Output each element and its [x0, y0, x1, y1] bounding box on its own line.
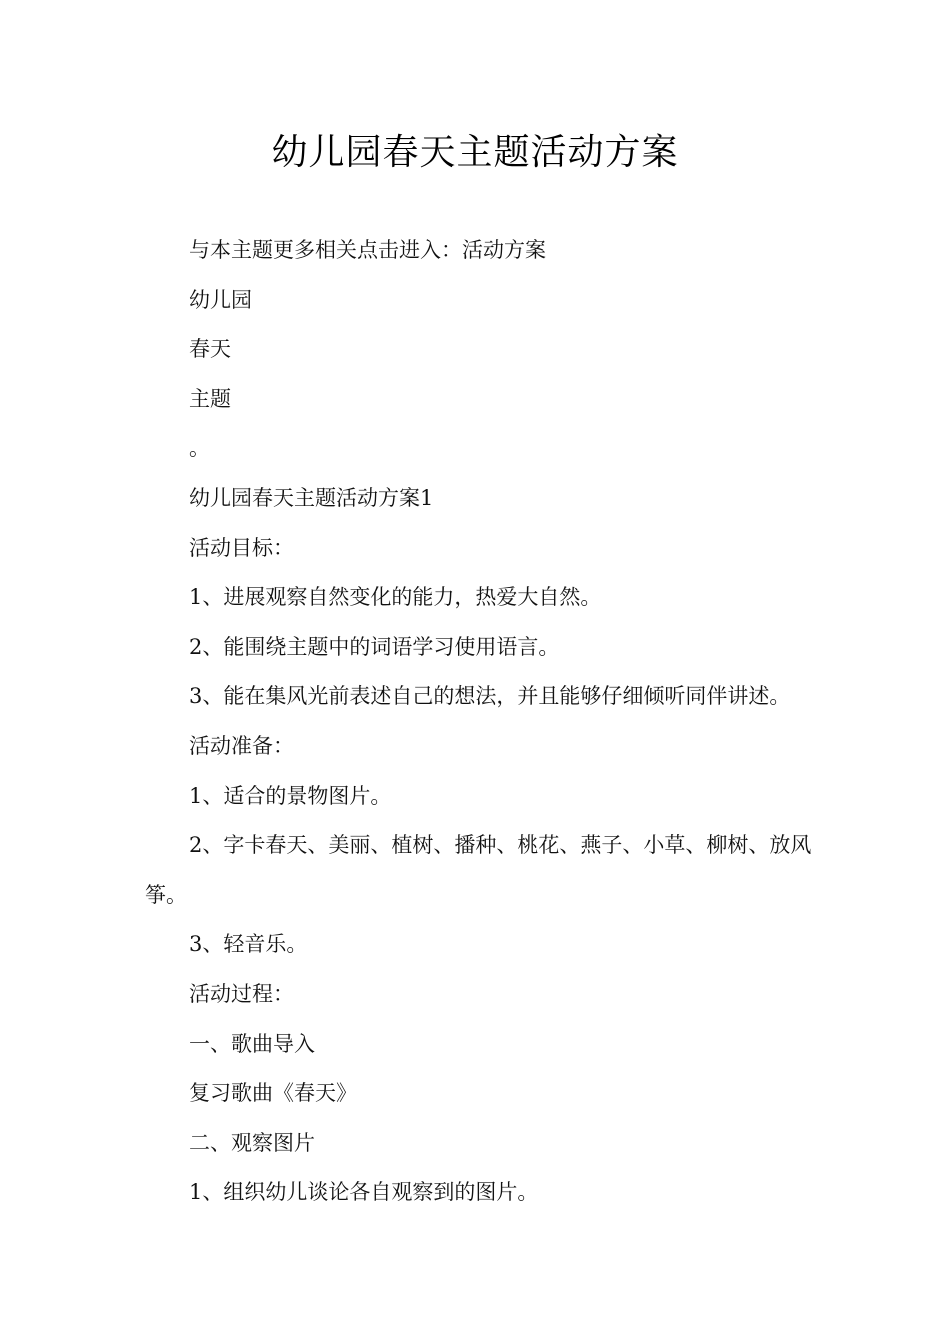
paragraph-prep-heading: 活动准备：: [189, 733, 294, 758]
paragraph-step-1-detail: 复习歌曲《春天》: [189, 1081, 357, 1106]
paragraph-goal-3: 3、能在集风光前表述自己的想法，并且能够仔细倾听同伴讲述。: [189, 684, 791, 709]
paragraph-tag-theme: 主题: [189, 386, 231, 411]
paragraph-tag-kindergarten: 幼儿园: [189, 287, 252, 312]
document-body: [145, 226, 825, 1218]
document-title: 幼儿园春天主题活动方案: [271, 132, 679, 173]
paragraph-goals-heading: 活动目标：: [189, 535, 294, 560]
paragraph-tag-spring: 春天: [189, 337, 231, 362]
paragraph-step-2-detail: 1、组织幼儿谈论各自观察到的图片。: [189, 1180, 539, 1205]
paragraph-period: 。: [189, 436, 210, 461]
paragraph-process-heading: 活动过程：: [189, 981, 294, 1006]
paragraph-prep-3: 3、轻音乐。: [189, 932, 308, 957]
paragraph-step-1-heading: 一、歌曲导入: [189, 1031, 315, 1056]
paragraph-plan-heading: 幼儿园春天主题活动方案1: [189, 485, 434, 510]
paragraph-step-2-heading: 二、观察图片: [189, 1130, 315, 1155]
paragraph-related-link: 与本主题更多相关点击进入：活动方案: [189, 238, 546, 262]
paragraph-goal-1: 1、进展观察自然变化的能力，热爱大自然。: [189, 585, 602, 610]
paragraph-prep-2: 2、字卡春天、美丽、植树、播种、桃花、燕子、小草、柳树、放风筝。: [145, 833, 812, 907]
paragraph-goal-2: 2、能围绕主题中的词语学习使用语言。: [189, 634, 560, 659]
paragraph-prep-1: 1、适合的景物图片。: [189, 783, 392, 808]
